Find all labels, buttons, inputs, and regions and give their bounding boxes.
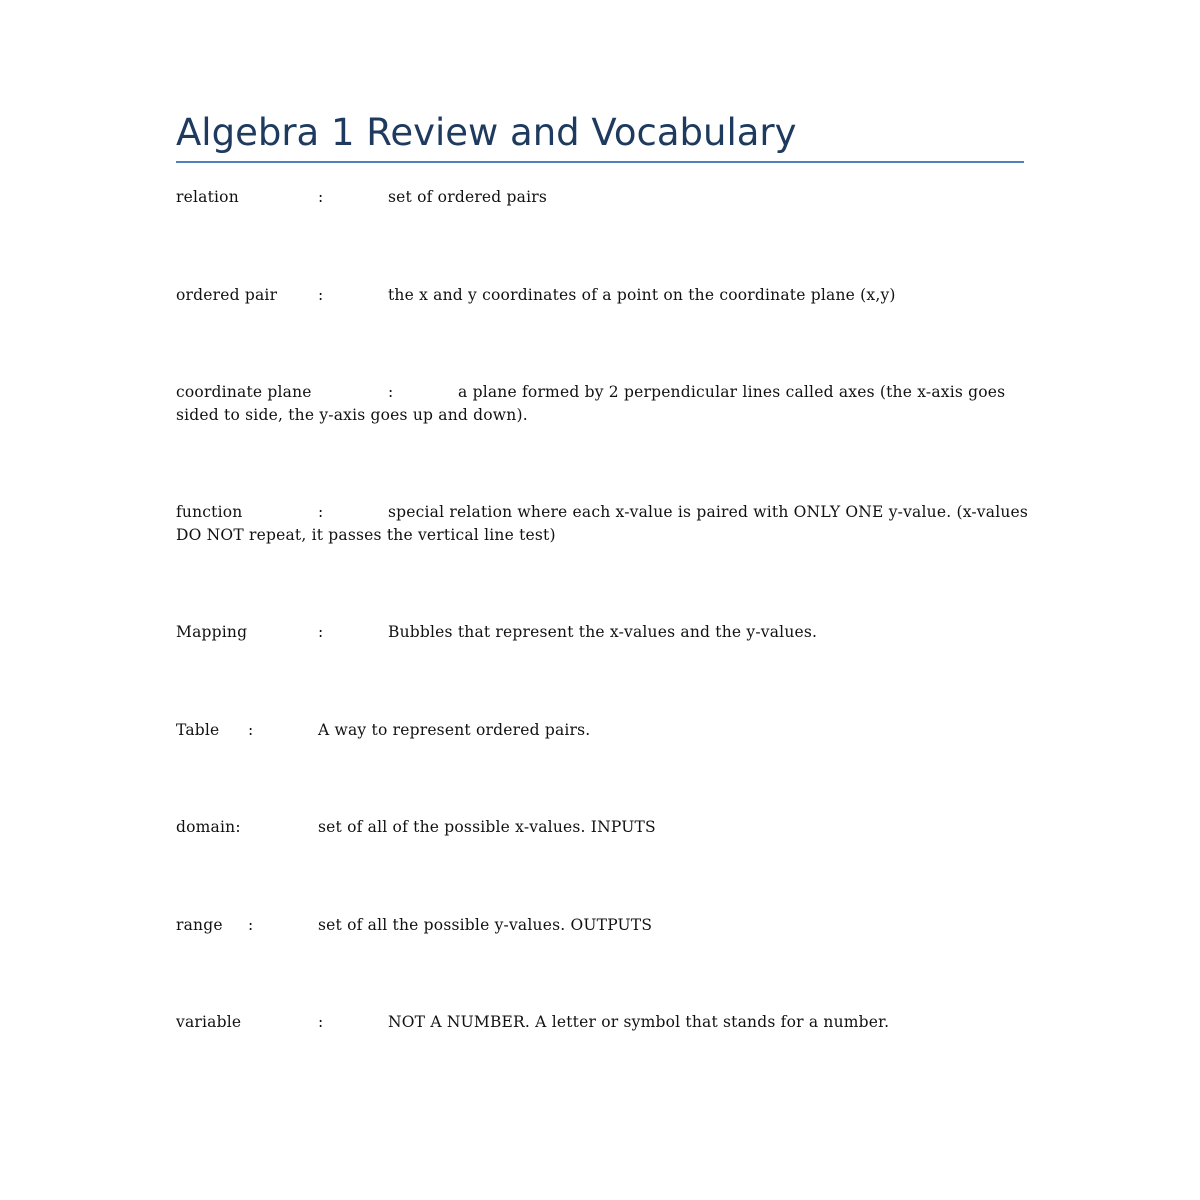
vocab-term: function [176, 503, 243, 521]
vocab-entry-table [176, 719, 1046, 742]
vocab-separator: : [248, 916, 254, 934]
vocab-definition: special relation where each x-value is paired with ONLY ONE y-value. (x-values DO NOT repeat, it passes the vertical line test) [176, 503, 1029, 544]
vocab-separator: : [388, 383, 394, 401]
vocab-term: domain: [176, 818, 241, 836]
vocab-definition: NOT A NUMBER. A letter or symbol that stands for a number. [388, 1013, 890, 1031]
vocab-separator: : [318, 188, 324, 206]
vocab-definition: set of ordered pairs [388, 188, 548, 206]
vocab-separator: : [318, 286, 324, 304]
vocab-entry-variable [176, 1011, 1046, 1034]
vocab-entry-relation [176, 186, 1046, 209]
vocab-definition: A way to represent ordered pairs. [318, 721, 591, 739]
vocab-term: coordinate plane [176, 383, 312, 401]
vocab-separator: : [318, 503, 324, 521]
vocab-separator: : [318, 1013, 324, 1031]
title-underline [176, 161, 1024, 163]
vocab-definition: a plane formed by 2 perpendicular lines called axes (the x-axis goes sided to side, the y-axis goes up and down). [176, 383, 1006, 424]
vocab-term: ordered pair [176, 286, 278, 304]
vocab-term: Mapping [176, 623, 248, 641]
vocab-term: range [176, 916, 223, 934]
vocab-entry-mapping [176, 621, 1046, 644]
vocab-definition: the x and y coordinates of a point on the coordinate plane (x,y) [388, 286, 896, 304]
vocab-definition: Bubbles that represent the x-values and the y-values. [388, 623, 818, 641]
vocab-entry-ordered-pair [176, 284, 1046, 307]
vocab-entry-domain [176, 816, 1046, 839]
vocab-entry-function [176, 501, 1046, 547]
page-title: Algebra 1 Review and Vocabulary [176, 111, 797, 154]
vocab-definition: set of all of the possible x-values. INPUTS [318, 818, 656, 836]
vocab-separator: : [318, 623, 324, 641]
vocab-entry-range [176, 914, 1046, 937]
vocab-term: variable [176, 1013, 242, 1031]
vocab-term: relation [176, 188, 239, 206]
vocab-term: Table [176, 721, 220, 739]
vocab-separator: : [248, 721, 254, 739]
vocab-entry-coordinate-plane [176, 381, 1006, 427]
vocab-definition: set of all the possible y-values. OUTPUTS [318, 916, 653, 934]
